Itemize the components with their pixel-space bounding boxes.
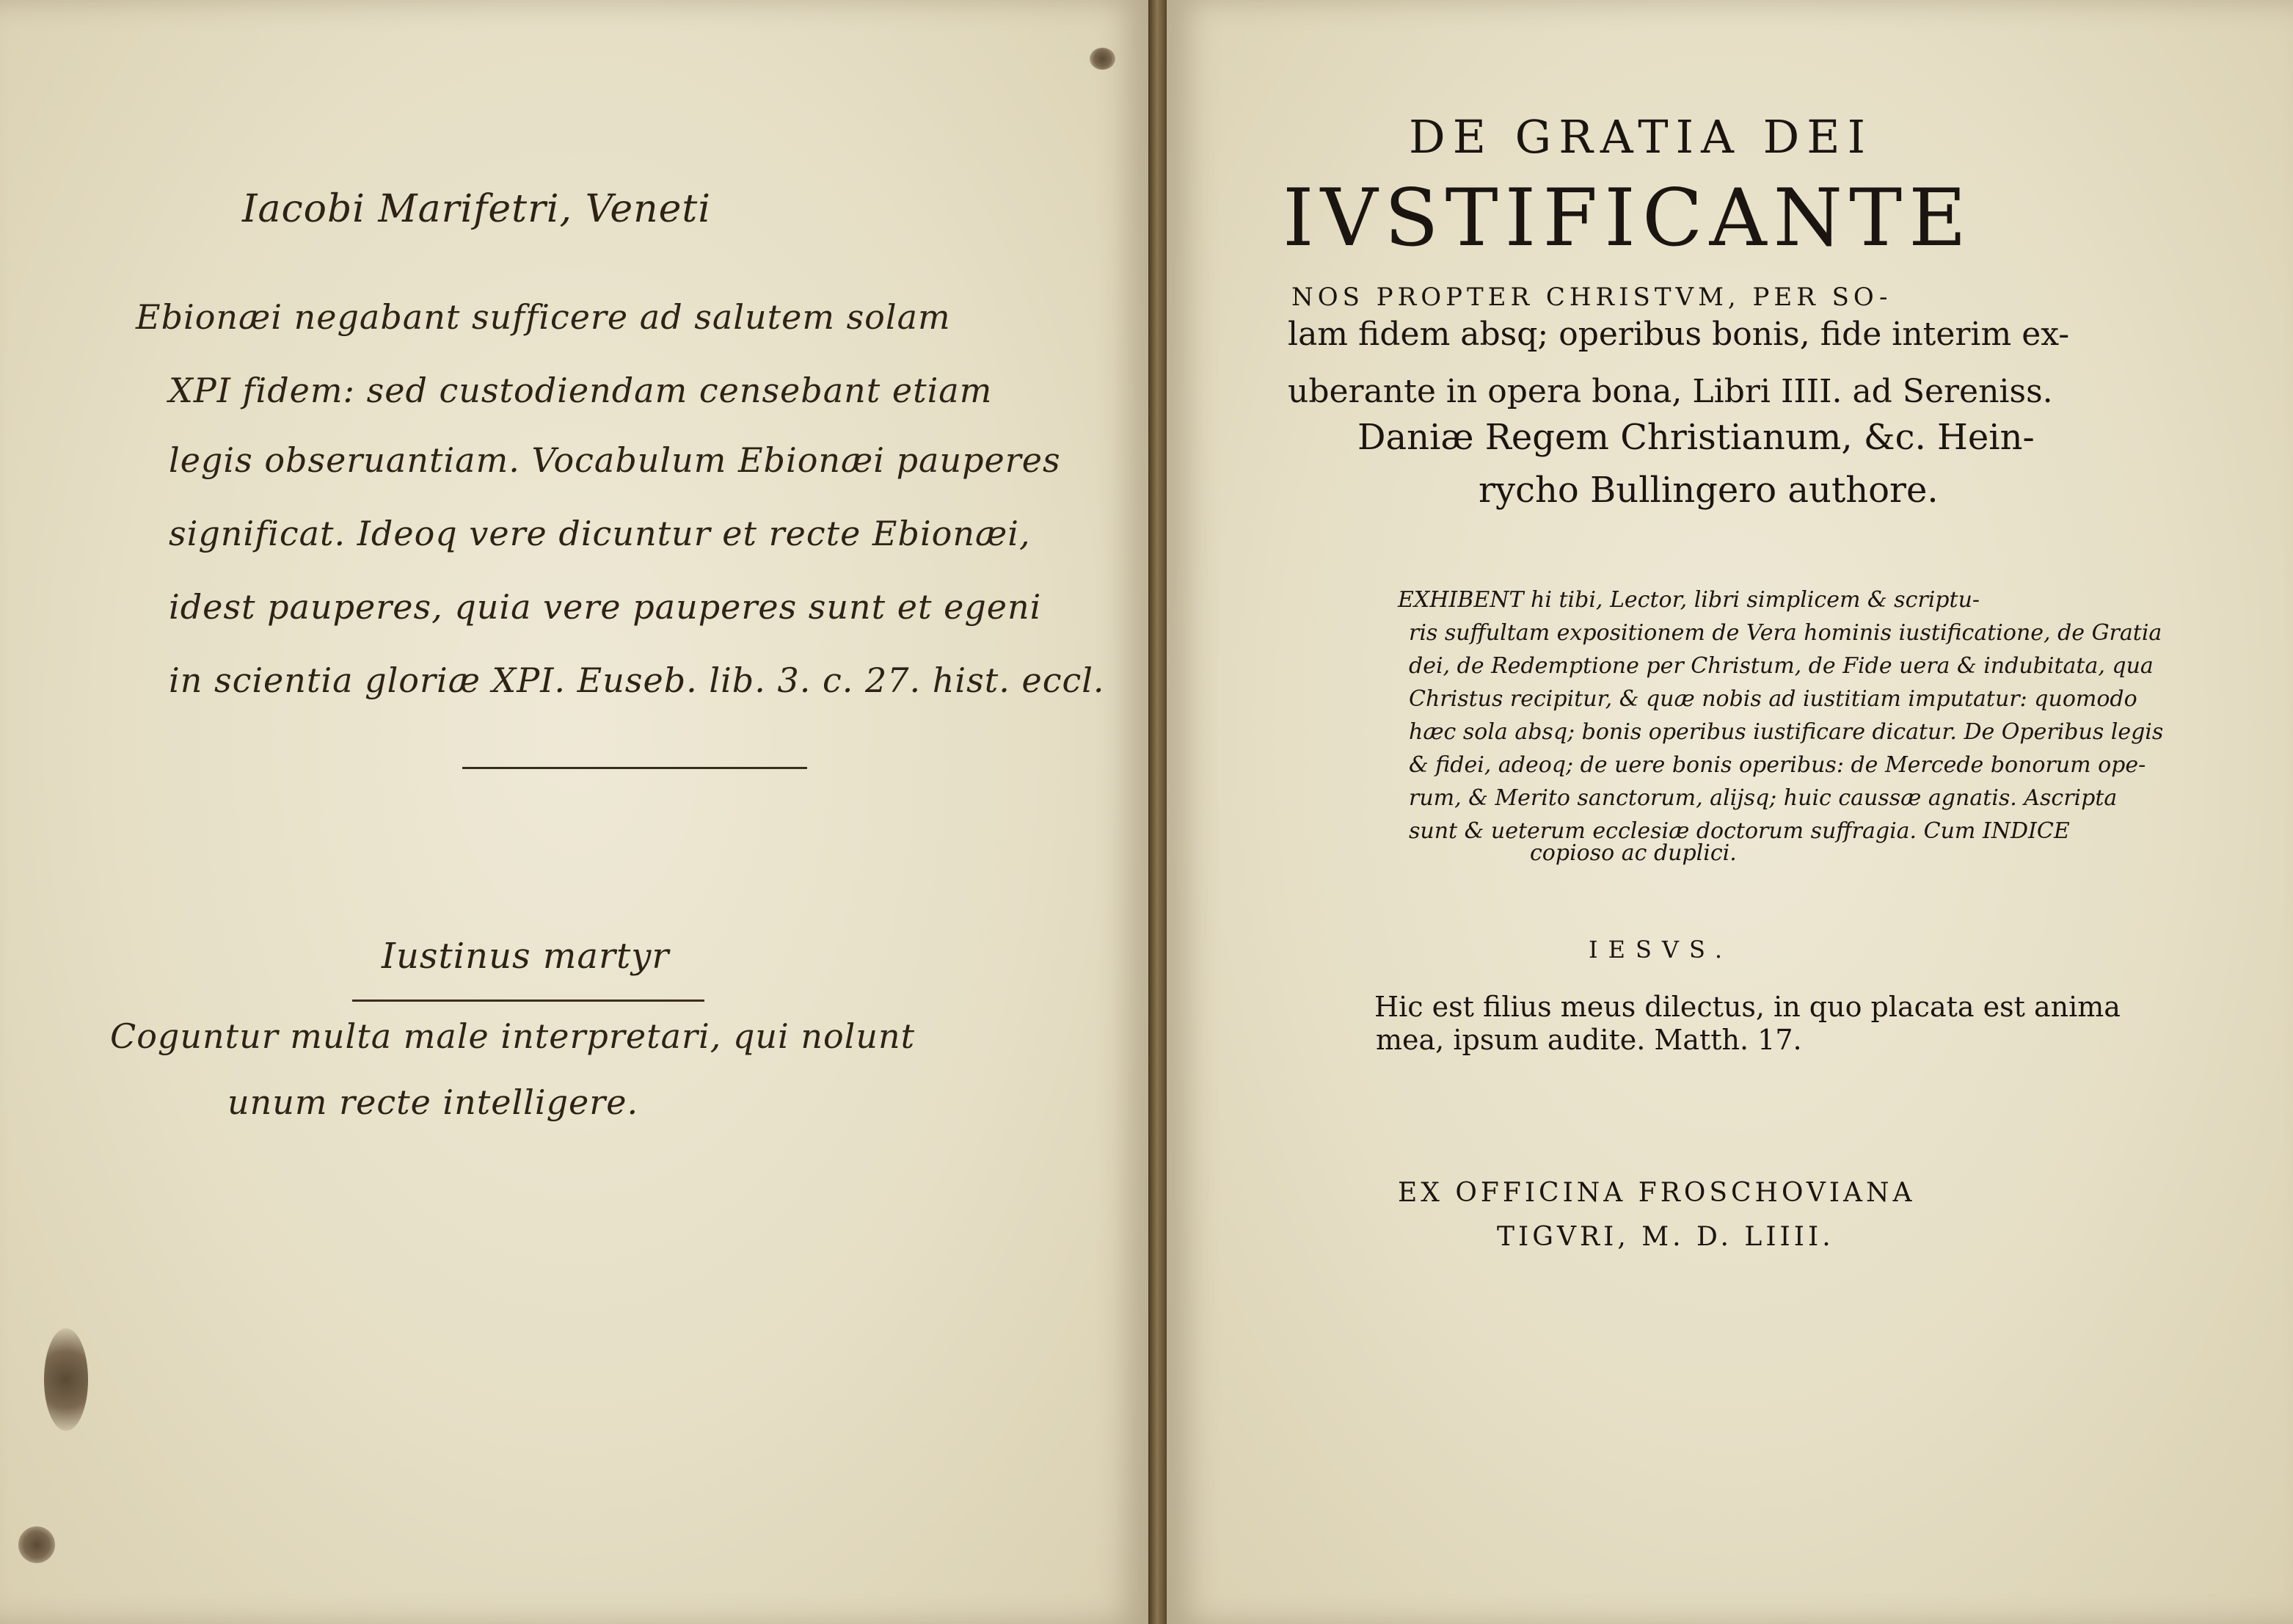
handwritten-note-line: idest pauperes, quia vere pauperes sunt et egeni <box>169 587 1042 627</box>
verse-line: mea, ipsum audite. Matth. 17. <box>1376 1024 1802 1056</box>
handwritten-note-line: in scientia gloriæ XPI. Euseb. lib. 3. c. 27. hist. eccl. <box>169 660 1105 700</box>
ink-stain <box>44 1328 88 1431</box>
summary-line: Christus recipitur, & quæ nobis ad iustitiam imputatur: quomodo <box>1409 686 2137 712</box>
summary-line: dei, de Redemptione per Christum, de Fide uera & indubitata, qua <box>1409 653 2154 679</box>
ink-stain <box>1090 48 1115 70</box>
citation-heading: Iustinus martyr <box>382 936 670 977</box>
divider-rule <box>462 767 807 769</box>
title-line: rycho Bullingero authore. <box>1479 470 1939 511</box>
summary-line: ris suffultam expositionem de Vera hominis iustificatione, de Gratia <box>1409 620 2162 646</box>
summary-line: & fidei, adeoq; de uere bonis operibus: de Mercede bonorum ope- <box>1409 752 2146 778</box>
motto-heading: IESVS. <box>1589 936 1732 964</box>
summary-line: hæc sola absq; bonis operibus iustificare dicatur. De Operibus legis <box>1409 719 2164 745</box>
citation-line: Coguntur multa male interpretari, qui nolunt <box>110 1016 916 1056</box>
handwritten-note-line: Ebionæi negabant sufficere ad salutem solam <box>136 297 951 337</box>
divider-rule <box>352 999 704 1002</box>
handwritten-note-line: significat. Ideoq vere dicuntur et recte Ebionæi, <box>169 514 1031 553</box>
imprint-line: EX OFFICINA FROSCHOVIANA <box>1398 1178 1916 1208</box>
title-line: DE GRATIA DEI <box>1409 110 1873 164</box>
verse-line: Hic est filius meus dilectus, in quo placata est anima <box>1374 991 2121 1023</box>
title-line: uberante in opera bona, Libri IIII. ad Sereniss. <box>1288 373 2053 410</box>
ink-stain <box>18 1526 55 1563</box>
title-line: lam fidem absq; operibus bonis, fide interim ex- <box>1288 316 2070 353</box>
title-line: NOS PROPTER CHRISTVM, PER SO- <box>1291 283 1892 312</box>
summary-line: EXHIBENT hi tibi, Lector, libri simplicem & scriptu- <box>1398 587 1980 613</box>
handwritten-note-line: XPI fidem: sed custodiendam censebant etiam <box>169 371 993 410</box>
imprint-line: TIGVRI, M. D. LIIII. <box>1497 1222 1834 1252</box>
title-main: IVSTIFICANTE <box>1283 172 1973 264</box>
summary-line: copioso ac duplici. <box>1530 840 1737 866</box>
title-line: Daniæ Regem Christianum, &c. Hein- <box>1357 417 2035 458</box>
summary-line: rum, & Merito sanctorum, alijsq; huic caussæ agnatis. Ascripta <box>1409 785 2118 811</box>
citation-line: unum recte intelligere. <box>227 1082 639 1122</box>
summary-line: sunt & ueterum ecclesiæ doctorum suffragia. Cum INDICE <box>1409 818 2070 844</box>
owner-inscription: Iacobi Marifetri, Veneti <box>242 187 711 231</box>
handwritten-note-line: legis obseruantiam. Vocabulum Ebionæi pauperes <box>169 440 1061 480</box>
